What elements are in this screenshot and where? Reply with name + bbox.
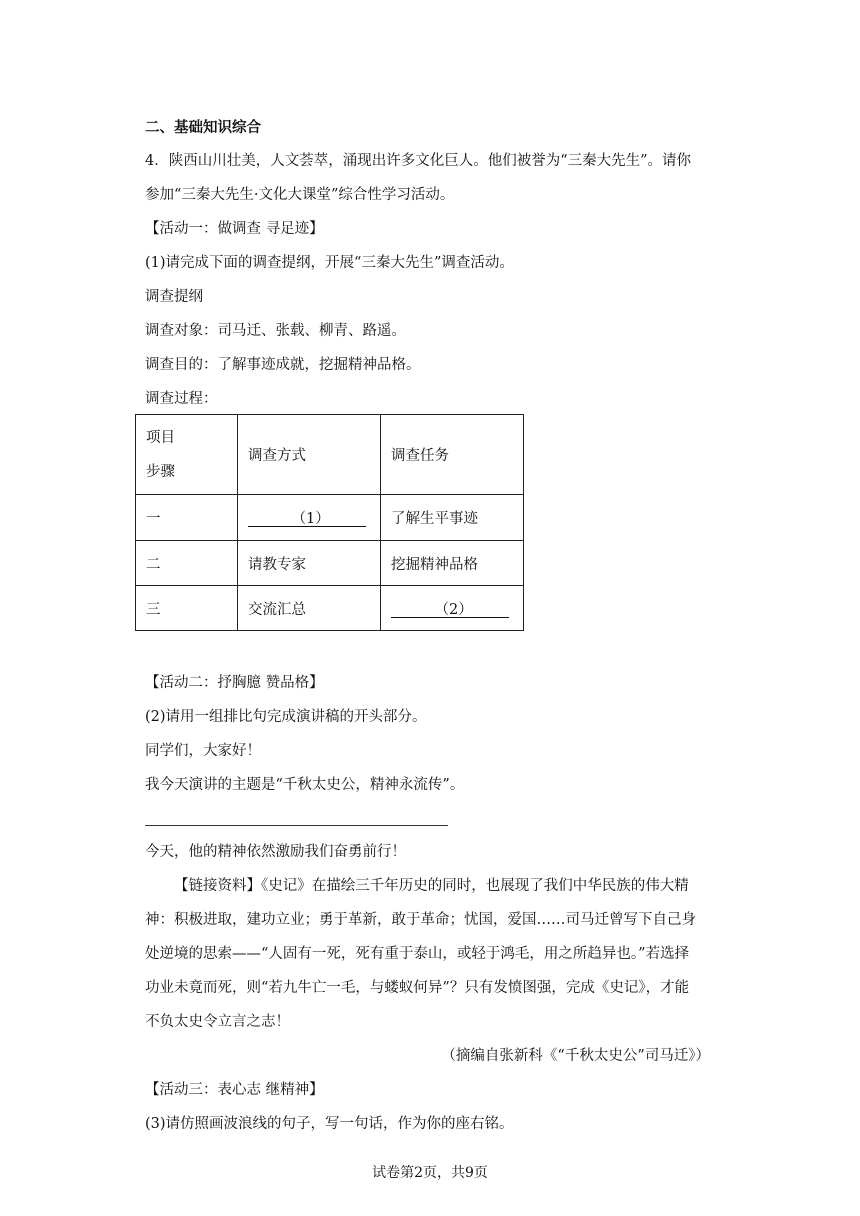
blank-1[interactable]: ______（1）_____: [248, 511, 366, 527]
outline-title: 调查提纲: [145, 289, 203, 305]
material-line-1: 【链接资料】《史记》在描绘三千年历史的同时，也展现了我们中华民族的伟大精: [174, 878, 689, 894]
row2-step: 二: [136, 541, 238, 586]
material-line-4: 功业未竟而死，则“若九牛亡一毛，与蝼蚁何异”？只有发愤图强，完成《史记》，才能: [145, 980, 690, 996]
header-method: 调查方式: [238, 415, 381, 495]
corner-bottom-label: 步骤: [146, 463, 175, 480]
answer-line[interactable]: [145, 825, 448, 826]
activity3-title: 【活动三：表心志 继精神】: [145, 1082, 324, 1098]
activity2-title: 【活动二：抒胸臆 赞品格】: [145, 675, 324, 691]
blank-2[interactable]: ______（2）_____: [391, 601, 509, 618]
row1-method: [238, 495, 381, 541]
material-source: （摘编自张新科《“千秋太史公”司马迁》）: [441, 1048, 710, 1064]
header-task: 调查任务: [381, 415, 524, 495]
survey-process: 调查过程：: [145, 391, 218, 407]
survey-target: 调查对象：司马迁、张载、柳青、路遥。: [145, 323, 406, 339]
activity3-prompt: (3)请仿照画波浪线的句子，写一句话，作为你的座右铭。: [145, 1116, 514, 1132]
table-row: [136, 495, 524, 541]
material-line-2: 神：积极进取，建功立业；勇于革新，敢于革命；忧国，爱国……司马迁曾写下自己身: [145, 912, 696, 928]
table-header-row: [136, 415, 524, 495]
question-line-1: 4．陕西山川壮美，人文荟萃，涌现出许多文化巨人。他们被誉为“三秦大先生”。请你: [145, 153, 692, 169]
row1-step: 一: [136, 495, 238, 541]
row2-task: 挖掘精神品格: [381, 541, 524, 586]
page-footer: 试卷第2页，共9页: [372, 1165, 488, 1181]
table-row: [136, 541, 524, 586]
corner-top-label: 项目: [146, 429, 175, 446]
material-line-3: 处逆境的思索——“人固有一死，死有重于泰山，或轻于鸿毛，用之所趋异也。”若选择: [145, 946, 690, 962]
row2-method: 请教专家: [238, 541, 381, 586]
section-title: 二、基础知识综合: [145, 119, 261, 136]
table-row: [136, 586, 524, 631]
question-line-2: 参加“三秦大先生·文化大课堂”综合性学习活动。: [145, 187, 455, 203]
survey-table: [135, 414, 524, 631]
activity1-prompt: (1)请完成下面的调查提纲，开展“三秦大先生”调查活动。: [145, 255, 514, 271]
row1-task: 了解生平事迹: [381, 495, 524, 541]
activity1-title: 【活动一：做调查 寻足迹】: [145, 221, 324, 237]
speech-closing: 今天，他的精神依然激励我们奋勇前行！: [145, 844, 406, 860]
greeting: 同学们，大家好！: [145, 743, 261, 759]
row3-method: 交流汇总: [238, 586, 381, 631]
row3-task: [381, 586, 524, 631]
speech-theme: 我今天演讲的主题是“千秋太史公，精神永流传”。: [145, 777, 465, 793]
material-line-5: 不负太史令立言之志！: [145, 1014, 290, 1030]
activity2-prompt: (2)请用一组排比句完成演讲稿的开头部分。: [145, 709, 427, 725]
table-corner-cell: [136, 415, 238, 495]
row3-step: 三: [136, 586, 238, 631]
survey-purpose: 调查目的：了解事迹成就，挖掘精神品格。: [145, 357, 421, 373]
